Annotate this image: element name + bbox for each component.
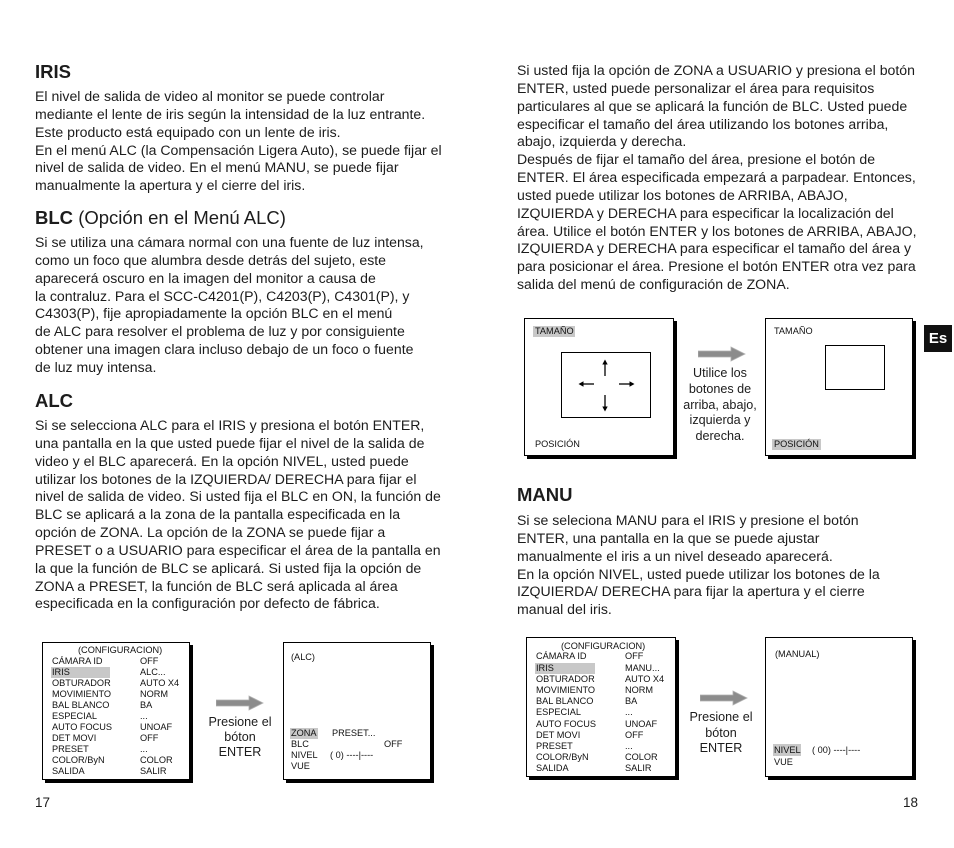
zona-paragraph (517, 62, 917, 294)
text-line: Después de fijar el tamaño del área, presione el botón de (517, 151, 876, 168)
text-line: ENTER, usted puede personalizar el área para requisitos (517, 79, 875, 96)
menu-row (291, 761, 318, 772)
area-frame (561, 352, 651, 418)
caption-line: ENTER (699, 741, 743, 756)
menu-rows (52, 656, 179, 778)
menu-row (291, 749, 374, 761)
menu-item-label: PRESET (52, 744, 89, 755)
menu-item-value: ... (625, 740, 633, 751)
size-label: TAMAÑO (774, 325, 813, 336)
menu-title: (CONFIGURACION) (78, 644, 163, 655)
menu-rows (291, 727, 403, 772)
menu-item-label: PRESET (536, 740, 573, 751)
menu-row (536, 741, 664, 752)
text-line: de luz muy intensa. (35, 358, 157, 375)
menu-item-label: NIVEL (774, 744, 801, 755)
text-line: Si se seleciona MANU para el IRIS y presione el botón (517, 512, 859, 528)
menu-item-value: COLOR (625, 752, 658, 763)
position-screen (765, 318, 913, 456)
menu-item-label: BLC (291, 738, 309, 749)
menu-item-label: VUE (774, 756, 793, 767)
menu-item-value: ... (625, 707, 633, 718)
text-line: ENTER. El área especificada empezará a parpadear. Entonces, (517, 169, 916, 186)
text-line: manualmente el iris a un nivel deseado aparecerá. (517, 547, 833, 564)
menu-row (536, 685, 664, 696)
size-screen (524, 318, 674, 456)
text-line: PRESET o a USUARIO para especificar el área de la pantalla en (35, 541, 441, 558)
iris-heading: IRIS (35, 61, 71, 82)
text-line: utilizar los botones de la IZQUIERDA/ DERECHA para fijar el (35, 470, 417, 487)
menu-item-value: ( 0) ----|---- (330, 749, 374, 760)
menu-item-label: MOVIMIENTO (52, 688, 112, 699)
menu-item-value: PRESET... (332, 727, 376, 738)
menu-row-selected (774, 744, 861, 756)
text-line: En la opción NIVEL, usted puede utilizar los botones de la (517, 565, 880, 582)
menu-row (536, 696, 664, 707)
menu-item-label: SALIDA (52, 766, 85, 777)
menu-row (52, 744, 179, 755)
menu-row (536, 719, 664, 730)
right-arrow-icon (698, 346, 746, 362)
text-line: IZQUIERDA/ DERECHA para fijar la apertura y el cierre (517, 583, 865, 600)
text-line: una pantalla en la que usted puede fijar el nivel de la salida de (35, 434, 425, 451)
menu-item-value: UNOAF (625, 718, 658, 729)
menu-item-value: ... (140, 710, 148, 721)
text-line: para posicionar el área. Presione el botón ENTER otra vez para (517, 258, 916, 275)
menu-item-value: BA (625, 696, 638, 707)
menu-row (536, 763, 664, 774)
menu-row (774, 756, 801, 768)
menu-row (536, 752, 664, 763)
menu-item-value: ALC... (140, 666, 166, 677)
text-line: la que la función de BLC se aplicará. Si usted fija la opción de (35, 559, 422, 576)
menu-item-value: OFF (625, 729, 644, 740)
menu-item-label: COLOR/ByN (52, 755, 105, 766)
text-line: nivel de salida de video. Si usted fija el BLC en ON, la función de (35, 488, 441, 505)
menu-item-label: ESPECIAL (536, 707, 581, 718)
menu-item-label: VUE (291, 760, 310, 771)
menu-item-value: SALIR (140, 766, 167, 777)
arrow-left-icon (579, 381, 595, 386)
manu-paragraph (517, 512, 880, 619)
arrow-up-icon (602, 360, 607, 377)
menu-item-label: COLOR/ByN (536, 752, 589, 763)
menu-item-label: IRIS (51, 667, 110, 678)
menu-item-value: OFF (384, 738, 403, 749)
menu-item-label: ESPECIAL (52, 710, 97, 721)
size-label: TAMAÑO (535, 325, 574, 336)
menu-item-label: OBTURADOR (52, 677, 111, 688)
text-line: Si se utiliza una cámara normal con una fuente de luz intensa, (35, 234, 424, 250)
config-menu-screen (526, 637, 676, 777)
menu-item-value: OFF (140, 655, 159, 666)
menu-item-label: DET MOVI (52, 733, 97, 744)
press-enter-caption (679, 710, 763, 757)
menu-item-value: SALIR (625, 763, 652, 774)
text-line: área. Utilice el botón ENTER y los botones de ARRIBA, ABAJO, (517, 222, 917, 239)
text-line: manual del iris. (517, 601, 612, 618)
menu-title: (ALC) (291, 651, 315, 662)
menu-row-selected (52, 667, 179, 678)
menu-row-selected (291, 727, 376, 739)
caption-line: arriba, abajo, (683, 397, 757, 412)
caption-line: Presione el (689, 710, 753, 725)
menu-row (52, 766, 179, 777)
menu-item-label: AUTO FOCUS (536, 718, 597, 729)
blc-heading-bold: BLC (35, 207, 74, 228)
manual-menu-screen (765, 637, 913, 777)
text-line: Si se selecciona ALC para el IRIS y presiona el botón ENTER, (35, 417, 425, 433)
menu-row (52, 755, 179, 766)
menu-rows (536, 651, 664, 774)
text-line: El nivel de salida de video al monitor se puede controlar (35, 88, 385, 104)
menu-item-label: CÁMARA ID (52, 655, 103, 666)
menu-item-value: ( 00) ----|---- (812, 744, 861, 755)
text-line: especificada en la configuración por defecto de fábrica. (35, 595, 380, 612)
menu-rows (774, 744, 861, 768)
text-line: video y el BLC aparecerá. En la opción NIVEL, usted puede (35, 452, 409, 469)
text-line: aparecerá oscuro en la imagen del monitor a causa de (35, 269, 376, 286)
blc-heading (35, 207, 286, 229)
menu-item-value: NORM (625, 684, 654, 695)
text-line: la contraluz. Para el SCC-C4201(P), C4203(P), C4301(P), y (35, 287, 410, 304)
text-line: BLC se aplicará a la zona de la pantalla especificada en la (35, 506, 401, 523)
caption-line: bóton (224, 729, 256, 744)
menu-row (52, 689, 179, 700)
menu-item-value: NORM (140, 688, 169, 699)
position-label: POSICIÓN (535, 438, 580, 449)
text-line: Este producto está equipado con un lente de iris. (35, 123, 341, 140)
buttons-caption (678, 366, 762, 445)
page-number: 18 (903, 795, 919, 810)
menu-item-label: AUTO FOCUS (52, 722, 113, 733)
text-line: obtener una imagen clara incluso debajo de un foco o fuente (35, 341, 414, 358)
menu-item-value: MANU... (625, 662, 660, 673)
menu-item-value: BA (140, 699, 153, 710)
caption-line: botones de (688, 381, 752, 396)
text-line: ZONA a PRESET, la función de BLC será aplicada al área (35, 577, 398, 594)
menu-item-label: NIVEL (291, 749, 318, 760)
text-line: En el menú ALC (la Compensación Ligera Auto), se puede fijar el (35, 141, 442, 158)
text-line: C4303(P), fije apropiadamente la opción BLC en el menú (35, 305, 393, 322)
blc-heading-rest: (Opción en el Menú ALC) (78, 207, 286, 228)
menu-row-selected (536, 663, 664, 674)
arrow-down-icon (602, 395, 607, 412)
menu-row (536, 651, 664, 662)
menu-item-value: AUTO X4 (625, 673, 665, 684)
text-line: particulares al que se aplicará la función de BLC. Usted puede (517, 97, 908, 114)
alc-heading: ALC (35, 390, 74, 411)
text-line: de ALC para resolver el problema de luz y por consiguiente (35, 323, 405, 340)
arrow-right-icon (619, 381, 635, 386)
text-line: IZQUIERDA y DERECHA para especificar el tamaño del área y (517, 240, 911, 257)
menu-row (536, 730, 664, 741)
menu-row (536, 674, 664, 685)
right-arrow-icon (216, 695, 264, 711)
caption-line: ENTER (218, 744, 262, 759)
menu-row (52, 678, 179, 689)
menu-item-label: ZONA (291, 727, 317, 738)
direction-arrows (562, 353, 650, 417)
config-menu-screen (42, 642, 190, 780)
alc-menu-screen (283, 642, 431, 780)
blc-paragraph (35, 234, 424, 377)
text-line: IZQUIERDA y DERECHA para especificar la localización del (517, 204, 894, 221)
alc-paragraph (35, 417, 441, 613)
page-number: 17 (35, 795, 51, 810)
menu-row (52, 722, 179, 733)
iris-paragraph (35, 88, 442, 195)
caption-line: Presione el (208, 714, 272, 729)
text-line: abajo, izquierda y derecha. (517, 133, 687, 150)
text-line: como un foco que alumbra desde detrás del sujeto, este (35, 251, 386, 268)
menu-row (52, 700, 179, 711)
caption-line: bóton (705, 725, 737, 740)
menu-item-label: OBTURADOR (536, 673, 595, 684)
menu-row (536, 707, 664, 718)
menu-title: (CONFIGURACION) (561, 640, 646, 651)
text-line: nivel de salida de video. En el menú MANU, se puede fijar (35, 159, 399, 176)
menu-row (52, 656, 179, 667)
menu-item-value: OFF (140, 733, 159, 744)
menu-item-value: OFF (625, 651, 644, 662)
text-line: manualmente la apertura y el cierre del iris. (35, 177, 306, 194)
menu-item-label: DET MOVI (536, 729, 581, 740)
caption-line: izquierda y (689, 413, 751, 428)
menu-item-label: BAL BLANCO (536, 696, 594, 707)
menu-title: (MANUAL) (775, 648, 820, 659)
menu-item-label: SALIDA (536, 763, 569, 774)
menu-item-value: COLOR (140, 755, 173, 766)
menu-item-label: CÁMARA ID (536, 651, 587, 662)
menu-item-value: ... (140, 744, 148, 755)
text-line: especificar el tamaño del área utilizando los botones arriba, (517, 115, 889, 132)
menu-item-value: AUTO X4 (140, 677, 180, 688)
caption-line: derecha. (695, 429, 745, 443)
menu-item-label: IRIS (535, 663, 595, 674)
position-label: POSICIÓN (772, 439, 821, 450)
text-line: Si usted fija la opción de ZONA a USUARIO y presiona el botón (517, 62, 915, 78)
text-line: ENTER, una pantalla en la que se puede ajustar (517, 529, 820, 546)
caption-line: Utilice los (693, 366, 747, 380)
menu-item-label: BAL BLANCO (52, 699, 110, 710)
right-arrow-icon (700, 690, 748, 706)
menu-item-value: UNOAF (140, 722, 173, 733)
menu-row (291, 738, 403, 750)
text-line: salida del menú de configuración de ZONA. (517, 276, 790, 293)
menu-item-label: MOVIMIENTO (536, 684, 596, 695)
language-tab: Es (924, 325, 952, 352)
text-line: usted puede utilizar los botones de ARRIBA, ABAJO, (517, 186, 848, 203)
menu-row (52, 733, 179, 744)
menu-row (52, 711, 179, 722)
manu-heading: MANU (517, 484, 573, 505)
text-line: opción de ZONA. La opción de la ZONA se puede fijar a (35, 524, 386, 541)
area-frame (825, 345, 885, 390)
text-line: mediante el lente de iris según la intensidad de la luz entrante. (35, 105, 426, 122)
press-enter-caption (198, 715, 282, 760)
